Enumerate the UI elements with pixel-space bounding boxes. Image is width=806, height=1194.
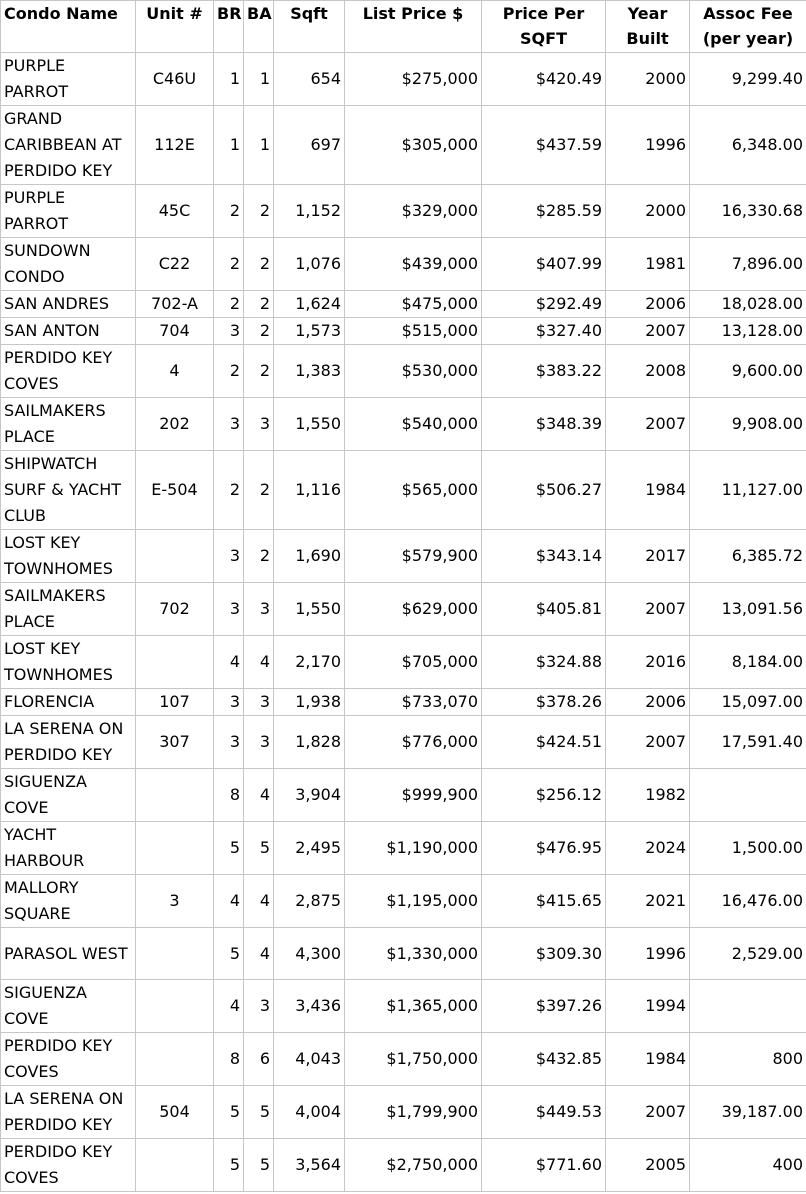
cell-sqft: 1,828 bbox=[274, 716, 345, 769]
cell-list-price: $1,330,000 bbox=[345, 928, 482, 980]
cell-list-price: $540,000 bbox=[345, 398, 482, 451]
table-row bbox=[1, 769, 806, 822]
cell-year-built: 2021 bbox=[606, 875, 690, 928]
cell-year-built: 2007 bbox=[606, 318, 690, 345]
cell-sqft: 1,076 bbox=[274, 238, 345, 291]
cell-price-per-sqft: $383.22 bbox=[482, 345, 606, 398]
cell-ba: 4 bbox=[244, 636, 274, 689]
cell-year-built: 2007 bbox=[606, 583, 690, 636]
table-row bbox=[1, 1139, 806, 1192]
cell-sqft: 1,550 bbox=[274, 398, 345, 451]
cell-year-built: 2007 bbox=[606, 398, 690, 451]
cell-ba: 5 bbox=[244, 1139, 274, 1192]
cell-list-price: $1,365,000 bbox=[345, 980, 482, 1033]
cell-unit bbox=[136, 1139, 214, 1192]
cell-year-built: 2008 bbox=[606, 345, 690, 398]
cell-condo-name: PERDIDO KEY COVES bbox=[1, 1033, 136, 1086]
cell-ba: 3 bbox=[244, 716, 274, 769]
cell-price-per-sqft: $771.60 bbox=[482, 1139, 606, 1192]
cell-ba: 1 bbox=[244, 53, 274, 106]
cell-sqft: 697 bbox=[274, 106, 345, 185]
table-row bbox=[1, 291, 806, 318]
cell-br: 4 bbox=[214, 636, 244, 689]
cell-unit bbox=[136, 530, 214, 583]
cell-list-price: $579,900 bbox=[345, 530, 482, 583]
cell-year-built: 2017 bbox=[606, 530, 690, 583]
cell-br: 5 bbox=[214, 928, 244, 980]
cell-assoc-fee: 13,091.56 bbox=[690, 583, 806, 636]
cell-condo-name: GRAND CARIBBEAN AT PERDIDO KEY bbox=[1, 106, 136, 185]
cell-list-price: $1,195,000 bbox=[345, 875, 482, 928]
cell-price-per-sqft: $432.85 bbox=[482, 1033, 606, 1086]
cell-assoc-fee: 17,591.40 bbox=[690, 716, 806, 769]
cell-list-price: $475,000 bbox=[345, 291, 482, 318]
cell-price-per-sqft: $324.88 bbox=[482, 636, 606, 689]
cell-unit: 4 bbox=[136, 345, 214, 398]
table-row bbox=[1, 318, 806, 345]
table-row bbox=[1, 1033, 806, 1086]
col-header-sqft: Sqft bbox=[274, 1, 345, 53]
cell-price-per-sqft: $415.65 bbox=[482, 875, 606, 928]
cell-unit bbox=[136, 928, 214, 980]
cell-sqft: 2,875 bbox=[274, 875, 345, 928]
cell-price-per-sqft: $449.53 bbox=[482, 1086, 606, 1139]
cell-condo-name: PURPLE PARROT bbox=[1, 185, 136, 238]
cell-condo-name: SHIPWATCH SURF & YACHT CLUB bbox=[1, 451, 136, 530]
cell-unit bbox=[136, 769, 214, 822]
cell-sqft: 1,152 bbox=[274, 185, 345, 238]
cell-year-built: 1996 bbox=[606, 928, 690, 980]
cell-ba: 4 bbox=[244, 769, 274, 822]
cell-br: 5 bbox=[214, 1086, 244, 1139]
table-row bbox=[1, 345, 806, 398]
cell-br: 2 bbox=[214, 451, 244, 530]
cell-br: 5 bbox=[214, 822, 244, 875]
cell-unit: 107 bbox=[136, 689, 214, 716]
cell-assoc-fee: 16,330.68 bbox=[690, 185, 806, 238]
cell-unit bbox=[136, 1033, 214, 1086]
cell-list-price: $1,190,000 bbox=[345, 822, 482, 875]
cell-price-per-sqft: $420.49 bbox=[482, 53, 606, 106]
cell-year-built: 2006 bbox=[606, 291, 690, 318]
table-row bbox=[1, 238, 806, 291]
table-row bbox=[1, 928, 806, 980]
cell-br: 3 bbox=[214, 583, 244, 636]
cell-price-per-sqft: $424.51 bbox=[482, 716, 606, 769]
cell-ba: 2 bbox=[244, 530, 274, 583]
cell-condo-name: SAILMAKERS PLACE bbox=[1, 583, 136, 636]
cell-list-price: $705,000 bbox=[345, 636, 482, 689]
cell-condo-name: LA SERENA ON PERDIDO KEY bbox=[1, 716, 136, 769]
table-row bbox=[1, 822, 806, 875]
cell-sqft: 1,383 bbox=[274, 345, 345, 398]
header-row bbox=[1, 1, 806, 53]
cell-br: 5 bbox=[214, 1139, 244, 1192]
cell-br: 3 bbox=[214, 689, 244, 716]
cell-br: 3 bbox=[214, 318, 244, 345]
cell-condo-name: PERDIDO KEY COVES bbox=[1, 345, 136, 398]
cell-sqft: 2,495 bbox=[274, 822, 345, 875]
cell-assoc-fee: 7,896.00 bbox=[690, 238, 806, 291]
cell-br: 2 bbox=[214, 291, 244, 318]
cell-condo-name: PARASOL WEST bbox=[1, 928, 136, 980]
cell-year-built: 1994 bbox=[606, 980, 690, 1033]
cell-condo-name: YACHT HARBOUR bbox=[1, 822, 136, 875]
cell-ba: 2 bbox=[244, 185, 274, 238]
cell-sqft: 1,550 bbox=[274, 583, 345, 636]
cell-assoc-fee: 39,187.00 bbox=[690, 1086, 806, 1139]
cell-assoc-fee bbox=[690, 980, 806, 1033]
cell-sqft: 654 bbox=[274, 53, 345, 106]
cell-assoc-fee: 13,128.00 bbox=[690, 318, 806, 345]
cell-sqft: 1,116 bbox=[274, 451, 345, 530]
cell-year-built: 1982 bbox=[606, 769, 690, 822]
cell-year-built: 1996 bbox=[606, 106, 690, 185]
cell-assoc-fee: 8,184.00 bbox=[690, 636, 806, 689]
cell-year-built: 1984 bbox=[606, 451, 690, 530]
cell-assoc-fee: 11,127.00 bbox=[690, 451, 806, 530]
cell-year-built: 2007 bbox=[606, 1086, 690, 1139]
cell-list-price: $439,000 bbox=[345, 238, 482, 291]
cell-price-per-sqft: $292.49 bbox=[482, 291, 606, 318]
cell-unit: 45C bbox=[136, 185, 214, 238]
cell-condo-name: SAN ANTON bbox=[1, 318, 136, 345]
col-header-price-per-sqft: Price Per SQFT bbox=[482, 1, 606, 53]
cell-unit: 307 bbox=[136, 716, 214, 769]
cell-sqft: 1,573 bbox=[274, 318, 345, 345]
table-row bbox=[1, 53, 806, 106]
cell-ba: 2 bbox=[244, 291, 274, 318]
cell-assoc-fee bbox=[690, 769, 806, 822]
cell-list-price: $2,750,000 bbox=[345, 1139, 482, 1192]
cell-assoc-fee: 9,299.40 bbox=[690, 53, 806, 106]
cell-year-built: 1981 bbox=[606, 238, 690, 291]
cell-ba: 1 bbox=[244, 106, 274, 185]
cell-ba: 2 bbox=[244, 345, 274, 398]
cell-assoc-fee: 16,476.00 bbox=[690, 875, 806, 928]
cell-year-built: 2000 bbox=[606, 53, 690, 106]
cell-assoc-fee: 9,600.00 bbox=[690, 345, 806, 398]
cell-condo-name: SAN ANDRES bbox=[1, 291, 136, 318]
cell-price-per-sqft: $348.39 bbox=[482, 398, 606, 451]
cell-condo-name: PERDIDO KEY COVES bbox=[1, 1139, 136, 1192]
cell-assoc-fee: 15,097.00 bbox=[690, 689, 806, 716]
cell-year-built: 2016 bbox=[606, 636, 690, 689]
cell-condo-name: LOST KEY TOWNHOMES bbox=[1, 530, 136, 583]
cell-assoc-fee: 2,529.00 bbox=[690, 928, 806, 980]
cell-list-price: $776,000 bbox=[345, 716, 482, 769]
cell-sqft: 1,690 bbox=[274, 530, 345, 583]
col-header-br: BR bbox=[214, 1, 244, 53]
cell-ba: 3 bbox=[244, 583, 274, 636]
cell-br: 2 bbox=[214, 345, 244, 398]
cell-price-per-sqft: $343.14 bbox=[482, 530, 606, 583]
cell-sqft: 3,564 bbox=[274, 1139, 345, 1192]
cell-list-price: $329,000 bbox=[345, 185, 482, 238]
cell-br: 3 bbox=[214, 398, 244, 451]
cell-ba: 3 bbox=[244, 980, 274, 1033]
cell-br: 1 bbox=[214, 53, 244, 106]
cell-ba: 2 bbox=[244, 451, 274, 530]
cell-ba: 5 bbox=[244, 822, 274, 875]
cell-br: 8 bbox=[214, 769, 244, 822]
cell-br: 4 bbox=[214, 875, 244, 928]
table-row bbox=[1, 185, 806, 238]
cell-ba: 2 bbox=[244, 238, 274, 291]
cell-price-per-sqft: $256.12 bbox=[482, 769, 606, 822]
cell-ba: 3 bbox=[244, 689, 274, 716]
cell-price-per-sqft: $285.59 bbox=[482, 185, 606, 238]
table-row bbox=[1, 106, 806, 185]
cell-sqft: 1,938 bbox=[274, 689, 345, 716]
table-row bbox=[1, 980, 806, 1033]
cell-year-built: 2024 bbox=[606, 822, 690, 875]
cell-year-built: 2000 bbox=[606, 185, 690, 238]
col-header-condo-name: Condo Name bbox=[1, 1, 136, 53]
cell-list-price: $999,900 bbox=[345, 769, 482, 822]
cell-year-built: 1984 bbox=[606, 1033, 690, 1086]
cell-br: 1 bbox=[214, 106, 244, 185]
cell-year-built: 2006 bbox=[606, 689, 690, 716]
cell-list-price: $733,070 bbox=[345, 689, 482, 716]
cell-list-price: $530,000 bbox=[345, 345, 482, 398]
table-row bbox=[1, 451, 806, 530]
cell-ba: 4 bbox=[244, 875, 274, 928]
cell-unit: 702 bbox=[136, 583, 214, 636]
table-row bbox=[1, 583, 806, 636]
cell-price-per-sqft: $309.30 bbox=[482, 928, 606, 980]
col-header-year-built: Year Built bbox=[606, 1, 690, 53]
cell-list-price: $629,000 bbox=[345, 583, 482, 636]
cell-sqft: 4,300 bbox=[274, 928, 345, 980]
table-row bbox=[1, 875, 806, 928]
table-row bbox=[1, 689, 806, 716]
cell-assoc-fee: 800 bbox=[690, 1033, 806, 1086]
cell-condo-name: FLORENCIA bbox=[1, 689, 136, 716]
cell-list-price: $565,000 bbox=[345, 451, 482, 530]
table-row bbox=[1, 716, 806, 769]
cell-br: 2 bbox=[214, 238, 244, 291]
cell-price-per-sqft: $327.40 bbox=[482, 318, 606, 345]
cell-unit: C22 bbox=[136, 238, 214, 291]
cell-list-price: $515,000 bbox=[345, 318, 482, 345]
cell-year-built: 2007 bbox=[606, 716, 690, 769]
cell-condo-name: SAILMAKERS PLACE bbox=[1, 398, 136, 451]
cell-assoc-fee: 400 bbox=[690, 1139, 806, 1192]
cell-condo-name: LA SERENA ON PERDIDO KEY bbox=[1, 1086, 136, 1139]
cell-condo-name: LOST KEY TOWNHOMES bbox=[1, 636, 136, 689]
cell-sqft: 4,043 bbox=[274, 1033, 345, 1086]
col-header-list-price: List Price $ bbox=[345, 1, 482, 53]
cell-ba: 6 bbox=[244, 1033, 274, 1086]
cell-list-price: $1,750,000 bbox=[345, 1033, 482, 1086]
cell-unit: 504 bbox=[136, 1086, 214, 1139]
cell-price-per-sqft: $397.26 bbox=[482, 980, 606, 1033]
cell-sqft: 3,436 bbox=[274, 980, 345, 1033]
cell-unit bbox=[136, 636, 214, 689]
cell-list-price: $1,799,900 bbox=[345, 1086, 482, 1139]
cell-price-per-sqft: $407.99 bbox=[482, 238, 606, 291]
cell-sqft: 4,004 bbox=[274, 1086, 345, 1139]
cell-unit: E-504 bbox=[136, 451, 214, 530]
cell-assoc-fee: 9,908.00 bbox=[690, 398, 806, 451]
table-row bbox=[1, 1086, 806, 1139]
cell-price-per-sqft: $378.26 bbox=[482, 689, 606, 716]
cell-unit: C46U bbox=[136, 53, 214, 106]
cell-br: 4 bbox=[214, 980, 244, 1033]
cell-unit bbox=[136, 822, 214, 875]
cell-ba: 2 bbox=[244, 318, 274, 345]
cell-br: 2 bbox=[214, 185, 244, 238]
col-header-unit: Unit # bbox=[136, 1, 214, 53]
cell-price-per-sqft: $405.81 bbox=[482, 583, 606, 636]
cell-assoc-fee: 1,500.00 bbox=[690, 822, 806, 875]
cell-assoc-fee: 6,385.72 bbox=[690, 530, 806, 583]
cell-unit: 3 bbox=[136, 875, 214, 928]
cell-list-price: $275,000 bbox=[345, 53, 482, 106]
table-row bbox=[1, 398, 806, 451]
cell-condo-name: PURPLE PARROT bbox=[1, 53, 136, 106]
cell-unit: 704 bbox=[136, 318, 214, 345]
cell-condo-name: SIGUENZA COVE bbox=[1, 769, 136, 822]
col-header-assoc-fee: Assoc Fee (per year) bbox=[690, 1, 806, 53]
cell-condo-name: SUNDOWN CONDO bbox=[1, 238, 136, 291]
cell-ba: 4 bbox=[244, 928, 274, 980]
cell-list-price: $305,000 bbox=[345, 106, 482, 185]
cell-price-per-sqft: $476.95 bbox=[482, 822, 606, 875]
cell-price-per-sqft: $437.59 bbox=[482, 106, 606, 185]
cell-assoc-fee: 18,028.00 bbox=[690, 291, 806, 318]
cell-sqft: 3,904 bbox=[274, 769, 345, 822]
cell-br: 8 bbox=[214, 1033, 244, 1086]
cell-unit bbox=[136, 980, 214, 1033]
cell-ba: 3 bbox=[244, 398, 274, 451]
col-header-ba: BA bbox=[244, 1, 274, 53]
cell-unit: 202 bbox=[136, 398, 214, 451]
cell-unit: 702-A bbox=[136, 291, 214, 318]
cell-condo-name: MALLORY SQUARE bbox=[1, 875, 136, 928]
cell-br: 3 bbox=[214, 716, 244, 769]
cell-sqft: 1,624 bbox=[274, 291, 345, 318]
cell-year-built: 2005 bbox=[606, 1139, 690, 1192]
cell-condo-name: SIGUENZA COVE bbox=[1, 980, 136, 1033]
table-row bbox=[1, 636, 806, 689]
table-row bbox=[1, 530, 806, 583]
cell-sqft: 2,170 bbox=[274, 636, 345, 689]
cell-price-per-sqft: $506.27 bbox=[482, 451, 606, 530]
cell-assoc-fee: 6,348.00 bbox=[690, 106, 806, 185]
cell-ba: 5 bbox=[244, 1086, 274, 1139]
cell-br: 3 bbox=[214, 530, 244, 583]
cell-unit: 112E bbox=[136, 106, 214, 185]
